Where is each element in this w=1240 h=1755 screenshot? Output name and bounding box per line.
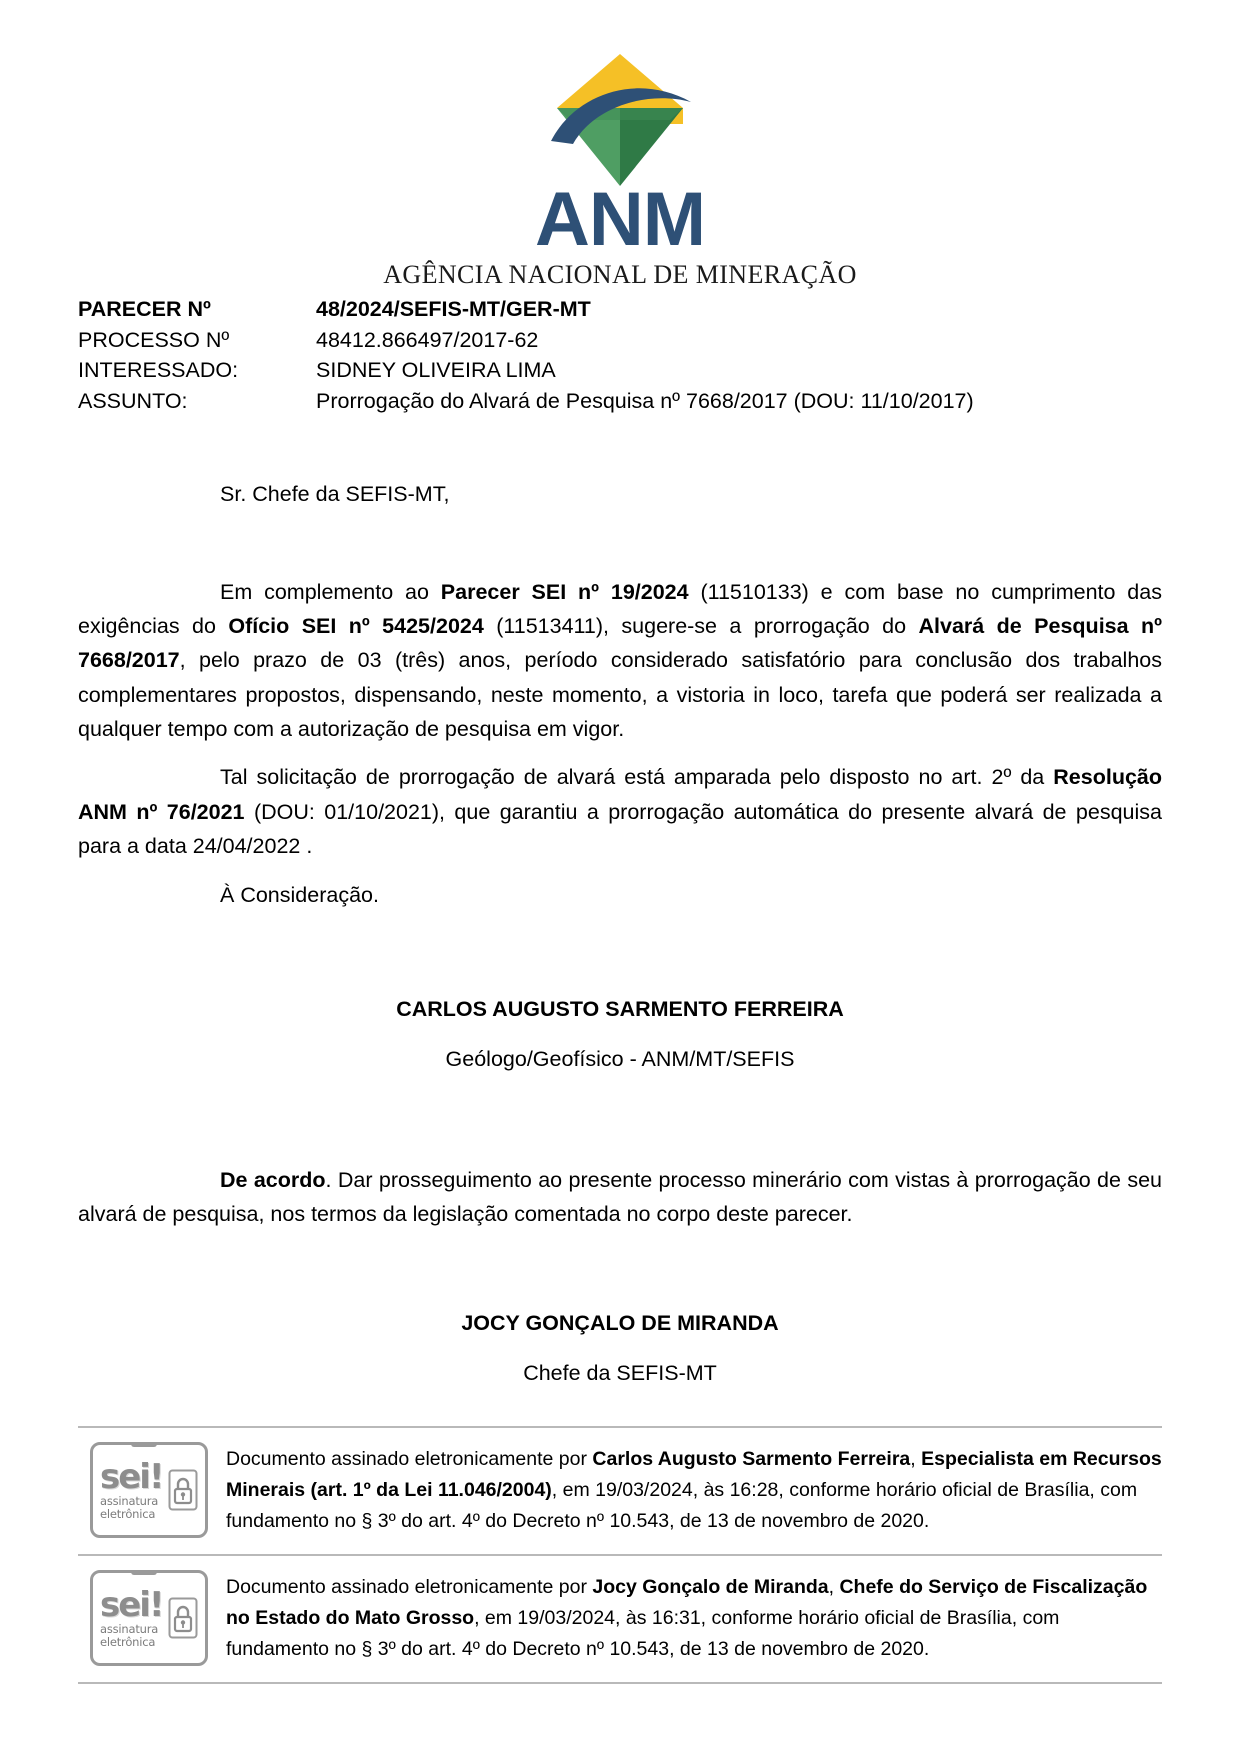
p2-text-2: (DOU: 01/10/2021), que garantiu a prorrogação automática do presente alvará de pesquisa para a data 24/04/2022 . — [78, 799, 1162, 859]
signer-name: CARLOS AUGUSTO SARMENTO FERREIRA — [396, 997, 844, 1022]
electronic-signature-stamp — [78, 1426, 1162, 1554]
field-value-parecer: 48/2024/SEFIS-MT/GER-MT — [316, 297, 591, 322]
signer-role: Geólogo/Geofísico - ANM/MT/SEFIS — [445, 1047, 795, 1072]
field-value-assunto: Prorrogação do Alvará de Pesquisa nº 7668/2017 (DOU: 11/10/2017) — [316, 388, 974, 413]
paragraph-2 — [78, 760, 1162, 863]
p1-bold-oficio-sei: Ofício SEI nº 5425/2024 — [228, 613, 484, 638]
stamp-tail: , em 19/03/2024, às 16:28, conforme horário oficial de Brasília, com fundamento no § 3º do art. 4º do Decreto nº 10.543, de 13 de novembro de 2020. — [226, 1479, 1138, 1532]
table-row — [78, 386, 1162, 417]
p1-text-2: (11510133) e com base no cumprimento das exigências do — [78, 579, 1162, 638]
field-label-processo: PROCESSO Nº — [78, 327, 230, 352]
badge-notch — [131, 1442, 157, 1447]
electronic-signature-stamp — [78, 1554, 1162, 1684]
sei-signature-badge[interactable] — [90, 1570, 208, 1666]
table-row — [78, 294, 1162, 325]
stamp-tail: , em 19/03/2024, às 16:31, conforme horário oficial de Brasília, com fundamento no § 3º do art. 4º do Decreto nº 10.543, de 13 de novembro de 2020. — [226, 1607, 1060, 1660]
consideration-line: À Consideração. — [220, 882, 379, 907]
stamp-role: Especialista em Recursos Minerais (art. 1º da Lei 11.046/2004) — [226, 1448, 1162, 1502]
table-row — [78, 325, 1162, 356]
p3-bold-de-acordo: De acordo — [220, 1167, 326, 1192]
stamp-signer: Jocy Gonçalo de Miranda — [592, 1576, 829, 1599]
p1-bold-alvara: Alvará de Pesquisa nº 7668/2017 — [78, 613, 1162, 673]
stamp-text — [226, 1442, 1162, 1536]
sei-wordmark: sei! — [100, 1456, 163, 1497]
sei-wordmark: sei! — [100, 1584, 163, 1625]
p1-bold-parecer-sei: Parecer SEI nº 19/2024 — [440, 579, 689, 604]
field-value-interessado: SIDNEY OLIVEIRA LIMA — [316, 358, 556, 383]
p3-text-1: . Dar prosseguimento ao presente processo minerário com vistas à prorrogação de seu alvará de pesquisa, nos termos da legislação comentada no corpo deste parecer. — [78, 1167, 1162, 1227]
p1-text-1: Em complemento ao — [220, 579, 441, 604]
header-field-table — [78, 294, 1162, 416]
padlock-icon — [168, 1597, 198, 1639]
body-content — [78, 575, 1162, 913]
field-label-assunto: ASSUNTO: — [78, 388, 188, 413]
agency-name: AGÊNCIA NACIONAL DE MINERAÇÃO — [383, 260, 857, 290]
paragraph-1 — [78, 575, 1162, 747]
stamp-intro: Documento assinado eletronicamente por — [226, 1448, 593, 1471]
field-label-parecer: PARECER Nº — [78, 297, 211, 322]
table-row — [78, 355, 1162, 386]
stamp-separator: , — [910, 1448, 922, 1471]
stamp-text — [226, 1570, 1162, 1664]
sei-badge-text — [100, 1584, 168, 1650]
badge-notch — [131, 1570, 157, 1575]
p2-text-1: Tal solicitação de prorrogação de alvará está amparada pelo disposto no art. 2º da — [220, 765, 1054, 790]
anm-wordmark: ANM — [534, 177, 706, 262]
signer-role: Chefe da SEFIS-MT — [523, 1360, 717, 1385]
stamp-signer: Carlos Augusto Sarmento Ferreira — [592, 1448, 911, 1471]
paragraph-3 — [78, 1163, 1162, 1232]
signature-block-geologo — [78, 992, 1162, 1077]
stamp-separator: , — [828, 1576, 840, 1599]
approval-section — [78, 1163, 1162, 1232]
letterhead — [78, 0, 1162, 290]
field-value-processo: 48412.866497/2017-62 — [316, 327, 539, 352]
padlock-icon — [168, 1469, 198, 1511]
sei-signature-badge[interactable] — [90, 1442, 208, 1538]
sei-sub-line-2: eletrônica — [100, 1635, 156, 1650]
electronic-signature-stamps — [78, 1426, 1162, 1684]
sei-sub-line-1: assinatura — [100, 1493, 159, 1508]
p1-text-4: , pelo prazo de 03 (três) anos, período considerado satisfatório para conclusão dos trabalhos complementares propostos, dispensando, neste momento, a vistoria in loco, tarefa que poderá ser realizada a qualquer tempo com a autorização de pesquisa em vigor. — [78, 648, 1162, 742]
sei-sub-line-1: assinatura — [100, 1621, 159, 1636]
signature-block-chefe — [78, 1306, 1162, 1391]
sei-sub-line-2: eletrônica — [100, 1507, 156, 1522]
p2-bold-resolucao: Resolução ANM nº 76/2021 — [78, 765, 1162, 824]
p1-text-3: (11513411), sugere-se a prorrogação do — [483, 613, 919, 638]
field-label-interessado: INTERESSADO: — [78, 358, 239, 383]
signer-name: JOCY GONÇALO DE MIRANDA — [461, 1310, 779, 1335]
anm-diamond-logo-icon — [515, 46, 725, 196]
sei-badge-text — [100, 1456, 168, 1522]
stamp-intro: Documento assinado eletronicamente por — [226, 1576, 593, 1599]
stamp-role: Chefe do Serviço de Fiscalização no Estado do Mato Grosso — [226, 1576, 1148, 1630]
salutation: Sr. Chefe da SEFIS-MT, — [220, 482, 450, 507]
